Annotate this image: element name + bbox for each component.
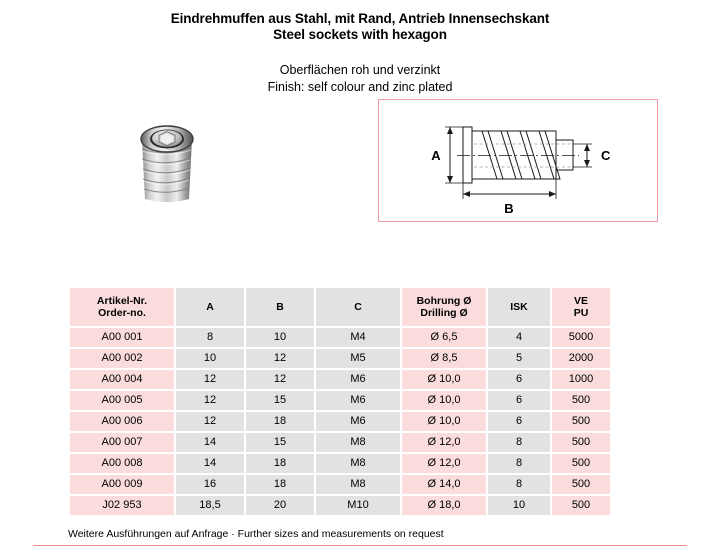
cell-drilling: Ø 18,0	[402, 496, 486, 515]
page-header	[0, 0, 720, 43]
header-label-secondary: Order-no.	[98, 307, 146, 319]
cell-ve: 1000	[552, 370, 610, 389]
cell-b: 15	[246, 391, 314, 410]
table-row	[70, 433, 610, 452]
table-row	[70, 412, 610, 431]
table-row	[70, 391, 610, 410]
cell-drilling: Ø 10,0	[402, 412, 486, 431]
table-body	[70, 328, 610, 515]
table-row	[70, 349, 610, 368]
cell-c: M8	[316, 454, 400, 473]
table-header-row	[70, 288, 610, 326]
cell-a: 14	[176, 454, 244, 473]
cell-ve: 5000	[552, 328, 610, 347]
cell-ve: 500	[552, 391, 610, 410]
dimension-label-a: A	[431, 148, 441, 163]
cell-article: A00 006	[70, 412, 174, 431]
table-header-c	[316, 288, 400, 326]
cell-isk: 8	[488, 454, 550, 473]
cell-article: A00 008	[70, 454, 174, 473]
table-header-a	[176, 288, 244, 326]
header-label-primary: C	[354, 301, 362, 313]
technical-diagram-panel	[378, 99, 658, 222]
table-row	[70, 496, 610, 515]
cell-a: 12	[176, 412, 244, 431]
cell-b: 12	[246, 349, 314, 368]
cell-article: A00 002	[70, 349, 174, 368]
cell-b: 15	[246, 433, 314, 452]
cell-isk: 6	[488, 391, 550, 410]
cell-drilling: Ø 12,0	[402, 454, 486, 473]
title-english: Steel sockets with hexagon	[273, 27, 447, 42]
table-header-drilling	[402, 288, 486, 326]
header-label-primary: ISK	[510, 301, 528, 313]
product-photo	[131, 113, 203, 205]
header-label-secondary: Drilling Ø	[420, 307, 468, 319]
table-header-b	[246, 288, 314, 326]
cell-b: 20	[246, 496, 314, 515]
cell-article: A00 009	[70, 475, 174, 494]
cell-ve: 500	[552, 433, 610, 452]
cell-ve: 500	[552, 412, 610, 431]
subtitle-english: Finish: self colour and zinc plated	[267, 80, 453, 94]
cell-article: J02 953	[70, 496, 174, 515]
cell-c: M6	[316, 412, 400, 431]
cell-isk: 8	[488, 433, 550, 452]
cell-a: 16	[176, 475, 244, 494]
cell-b: 18	[246, 454, 314, 473]
table-row	[70, 370, 610, 389]
cell-c: M8	[316, 475, 400, 494]
cell-isk: 6	[488, 412, 550, 431]
table-header-article	[70, 288, 174, 326]
cell-drilling: Ø 6,5	[402, 328, 486, 347]
cell-c: M6	[316, 370, 400, 389]
cell-isk: 8	[488, 475, 550, 494]
cell-a: 10	[176, 349, 244, 368]
table-header-isk	[488, 288, 550, 326]
subtitle-german: Oberflächen roh und verzinkt	[279, 63, 441, 77]
cell-b: 12	[246, 370, 314, 389]
cell-drilling: Ø 8,5	[402, 349, 486, 368]
cell-drilling: Ø 10,0	[402, 370, 486, 389]
cell-c: M4	[316, 328, 400, 347]
cell-article: A00 004	[70, 370, 174, 389]
cell-a: 12	[176, 391, 244, 410]
page-subheader	[0, 62, 720, 96]
cell-a: 18,5	[176, 496, 244, 515]
cell-a: 12	[176, 370, 244, 389]
table-row	[70, 454, 610, 473]
cell-article: A00 007	[70, 433, 174, 452]
cell-drilling: Ø 10,0	[402, 391, 486, 410]
cell-isk: 5	[488, 349, 550, 368]
cell-ve: 500	[552, 496, 610, 515]
cell-c: M5	[316, 349, 400, 368]
header-label-primary: B	[276, 301, 284, 313]
dimension-label-c: C	[601, 148, 611, 163]
table-row	[70, 328, 610, 347]
cell-ve: 2000	[552, 349, 610, 368]
header-label-primary: Artikel-Nr.	[96, 295, 148, 307]
dimension-label-b: B	[504, 201, 514, 216]
header-label-primary: A	[206, 301, 214, 313]
cell-article: A00 005	[70, 391, 174, 410]
cell-a: 8	[176, 328, 244, 347]
header-label-secondary: PU	[573, 307, 589, 319]
cell-b: 18	[246, 475, 314, 494]
cell-a: 14	[176, 433, 244, 452]
bottom-divider	[33, 545, 687, 546]
specification-table	[68, 286, 612, 517]
cell-c: M6	[316, 391, 400, 410]
cell-ve: 500	[552, 475, 610, 494]
cell-isk: 6	[488, 370, 550, 389]
header-label-primary: VE	[573, 295, 588, 307]
footnote-text: Weitere Ausführungen auf Anfrage · Further sizes and measurements on request	[68, 528, 444, 540]
header-label-primary: Bohrung Ø	[416, 295, 472, 307]
technical-diagram	[379, 100, 656, 220]
cell-ve: 500	[552, 454, 610, 473]
cell-article: A00 001	[70, 328, 174, 347]
cell-isk: 4	[488, 328, 550, 347]
table-header-ve	[552, 288, 610, 326]
specification-table-wrapper	[68, 286, 596, 517]
figure-band	[0, 96, 720, 231]
cell-drilling: Ø 14,0	[402, 475, 486, 494]
cell-b: 18	[246, 412, 314, 431]
table-row	[70, 475, 610, 494]
title-german: Eindrehmuffen aus Stahl, mit Rand, Antrieb Innensechskant	[170, 11, 550, 26]
cell-isk: 10	[488, 496, 550, 515]
cell-b: 10	[246, 328, 314, 347]
cell-drilling: Ø 12,0	[402, 433, 486, 452]
cell-c: M10	[316, 496, 400, 515]
cell-c: M8	[316, 433, 400, 452]
